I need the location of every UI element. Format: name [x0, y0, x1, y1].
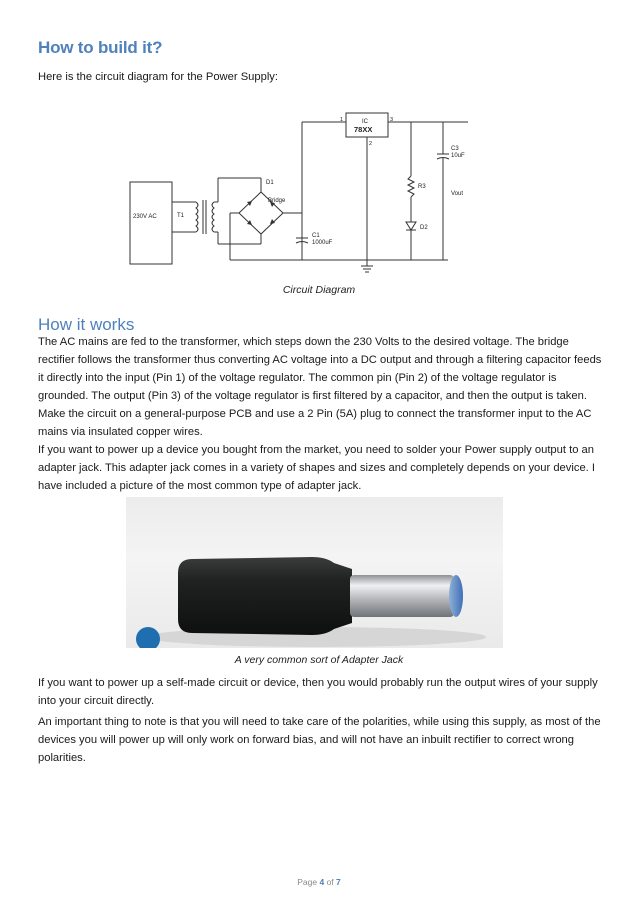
- vout-label: Vout: [451, 191, 464, 197]
- ac-input-label: 230V AC: [133, 214, 157, 220]
- paragraph-how-it-works: The AC mains are fed to the transformer, which steps down the 230 Volts to the desired voltage. The bridge rectifier follows the transformer thus converting AC voltage into a DC output and through a filtering capacitor feeds it directly into the input (Pin 1) of the voltage regulator. The common pin (Pin 2) of the voltage regulator is grounded. The output (Pin 3) of the voltage regulator is first filtered by a capacitor, and then the output is taken.: [38, 336, 602, 402]
- heading-how-it-works: How it works: [38, 315, 135, 334]
- intro-paragraph: Here is the circuit diagram for the Power Supply:: [38, 71, 279, 83]
- adapter-jack-photo: [126, 497, 503, 648]
- c1-label: C1: [312, 233, 320, 239]
- footer-of-word: of: [326, 877, 334, 887]
- t1-label: T1: [177, 213, 185, 219]
- ic-part-label: 78XX: [354, 125, 373, 134]
- photo-caption: A very common sort of Adapter Jack: [234, 654, 404, 666]
- paragraph-adapter-jack: If you want to power up a device you bought from the market, you need to solder your Power supply output to an adapter jack. This adapter jack comes in a variety of shapes and sizes and completely depends on your device. I have included a picture of the most common type of adapter jack.: [38, 444, 595, 492]
- ic-label: IC: [362, 119, 368, 125]
- paragraph-pcb: Make the circuit on a general-purpose PCB and use a 2 Pin (5A) plug to connect the transformer input to the AC mains via insulated copper wires.: [38, 408, 592, 438]
- footer-total-pages: 7: [336, 877, 341, 887]
- diagram-caption: Circuit Diagram: [282, 284, 356, 296]
- c3-value-label: 10uF: [451, 153, 465, 159]
- d2-label: D2: [420, 225, 428, 231]
- heading-how-to-build: How to build it?: [38, 38, 163, 57]
- pin1-label: 1: [340, 117, 344, 123]
- d1-label: D1: [266, 180, 274, 186]
- pin3-label: 3: [390, 117, 394, 123]
- c3-label: C3: [451, 146, 459, 152]
- circuit-diagram: [118, 110, 468, 280]
- paragraph-polarities: An important thing to note is that you will need to take care of the polarities, while using this supply, as most of the devices you will power up will only work on forward bias, and will not have an inbuilt rectifier to correct wrong polarities.: [38, 716, 601, 764]
- page-footer: [0, 877, 638, 887]
- c1-value-label: 1000uF: [312, 240, 333, 246]
- footer-page-word: Page: [297, 877, 318, 887]
- bridge-label: Bridge: [268, 198, 286, 204]
- footer-current-page: 4: [319, 877, 325, 887]
- adapter-jack-image: [126, 497, 503, 648]
- paragraph-self-made: If you want to power up a self-made circuit or device, then you would probably run the output wires of your supply into your circuit directly.: [38, 677, 598, 707]
- r3-label: R3: [418, 184, 426, 190]
- pin2-label: 2: [369, 141, 373, 147]
